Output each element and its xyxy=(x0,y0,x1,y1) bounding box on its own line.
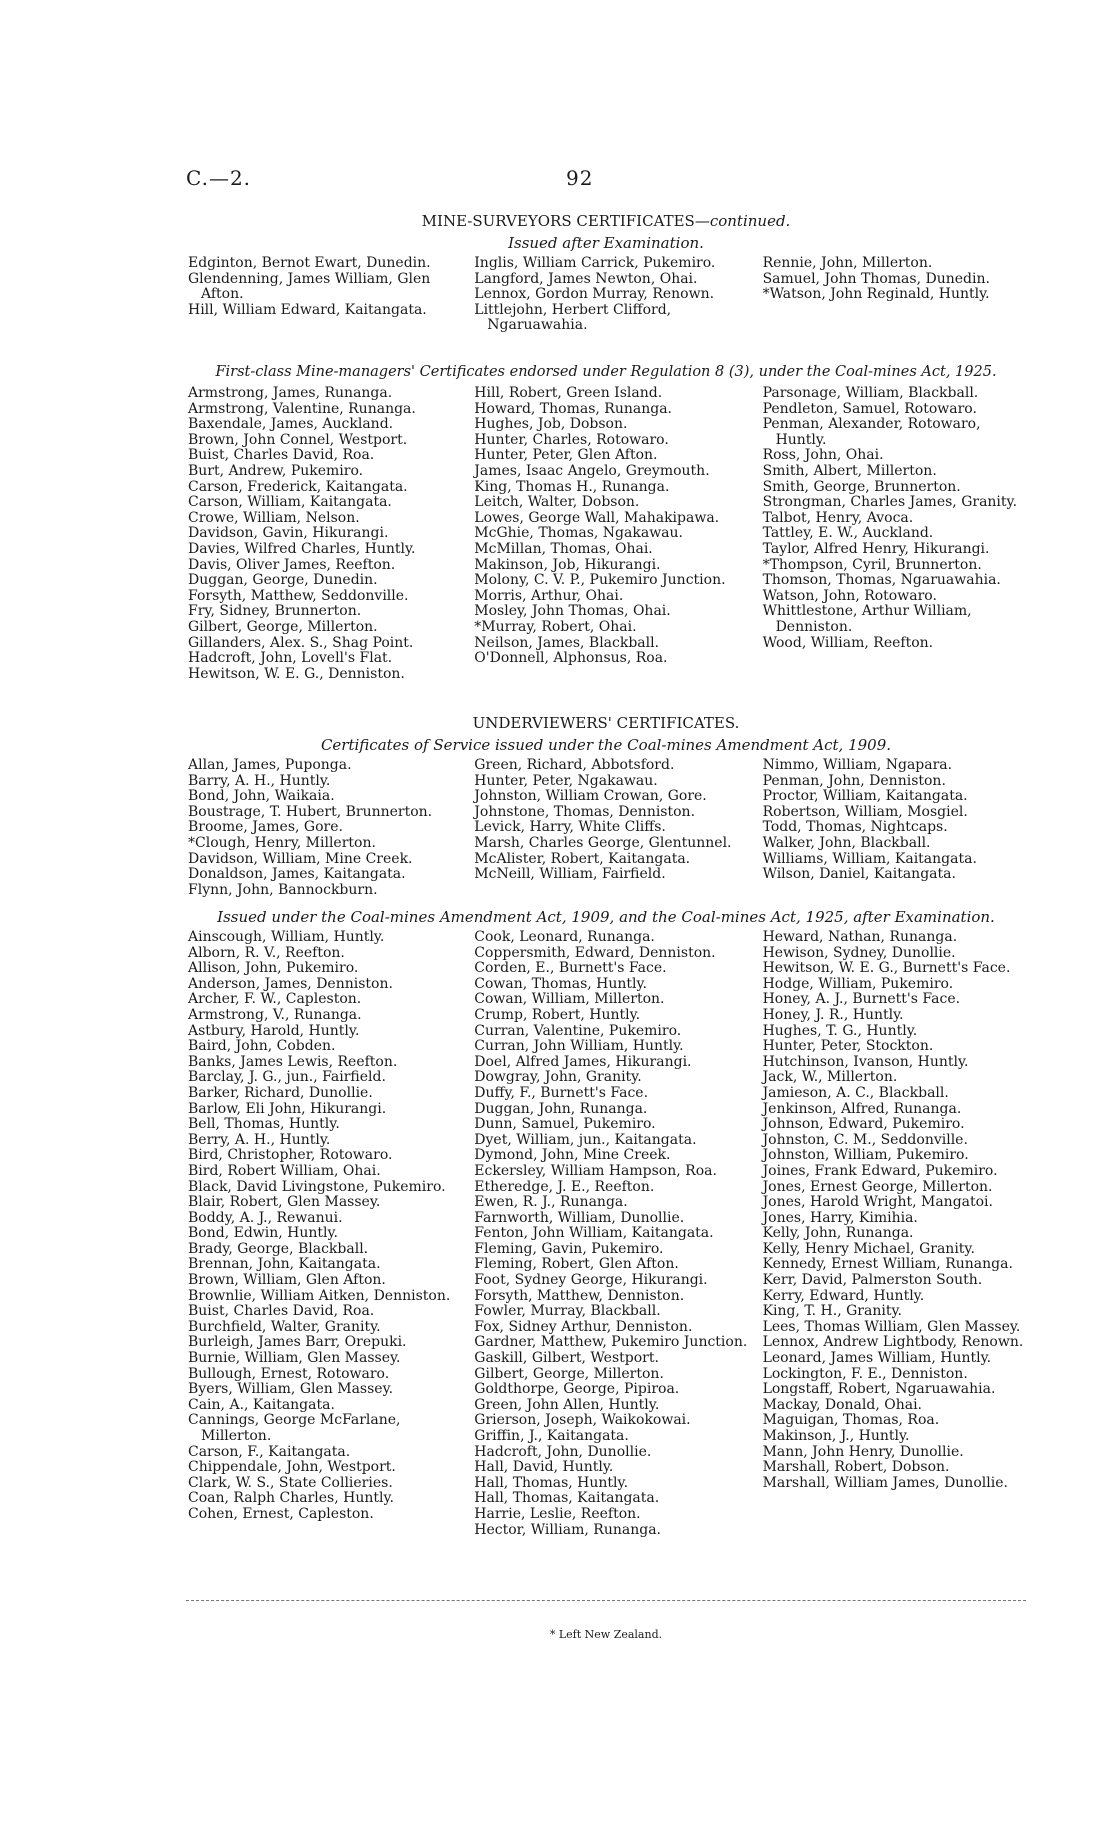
list-item: Pendleton, Samuel, Rotowaro. xyxy=(762,400,977,417)
list-item: Howard, Thomas, Runanga. xyxy=(474,400,672,417)
list-item: Boustrage, T. Hubert, Brunnerton. xyxy=(188,803,433,820)
list-item: Donaldson, James, Kaitangata. xyxy=(188,866,406,883)
list-item: Hadcroft, John, Dunollie. xyxy=(474,1443,652,1460)
list-item: Foot, Sydney George, Hikurangi. xyxy=(474,1272,708,1289)
list-item: Berry, A. H., Huntly. xyxy=(188,1131,331,1148)
list-item: Bond, John, Waikaia. xyxy=(188,788,335,805)
list-item: Duggan, John, Runanga. xyxy=(474,1100,648,1117)
list-item: Barlow, Eli John, Hikurangi. xyxy=(188,1100,387,1117)
list-item: Brown, William, Glen Afton. xyxy=(188,1272,386,1289)
list-item: Curran, Valentine, Pukemiro. xyxy=(474,1022,682,1039)
list-item: Farnworth, William, Dunollie. xyxy=(474,1209,685,1226)
list-item: Goldthorpe, George, Pipiroa. xyxy=(474,1381,680,1398)
list-item: Cannings, George McFarlane, Millerton. xyxy=(188,1412,401,1444)
list-item: McNeill, William, Fairfield. xyxy=(474,866,666,883)
list-item: Davis, Oliver James, Reefton. xyxy=(188,556,396,573)
list-item: Flynn, John, Bannockburn. xyxy=(188,881,378,898)
list-item: Hall, David, Huntly. xyxy=(474,1459,614,1476)
list-item: Edginton, Bernot Ewart, Dunedin. xyxy=(188,255,431,271)
list-item: Burt, Andrew, Pukemiro. xyxy=(188,462,364,479)
list-item: Wilson, Daniel, Kaitangata. xyxy=(762,866,956,883)
list-item: Baxendale, James, Auckland. xyxy=(188,416,394,433)
list-item: Griffin, J., Kaitangata. xyxy=(474,1428,629,1444)
list-item: Harrie, Leslie, Reefton. xyxy=(474,1505,641,1522)
sec3-col3 xyxy=(763,758,1026,898)
list-item: Dunn, Samuel, Pukemiro. xyxy=(474,1116,656,1133)
list-item: Bond, Edwin, Huntly. xyxy=(188,1225,339,1242)
list-item: Duggan, George, Dunedin. xyxy=(188,572,378,589)
list-item: Wood, William, Reefton. xyxy=(762,634,934,651)
sec3-columns xyxy=(188,758,1026,898)
list-item: Armstrong, V., Runanga. xyxy=(188,1006,362,1023)
list-item: Lees, Thomas William, Glen Massey. xyxy=(762,1318,1021,1335)
list-item: Kerr, David, Palmerston South. xyxy=(762,1272,983,1289)
list-item: Gardner, Matthew, Pukemiro Junction. xyxy=(474,1334,748,1351)
sec1-col3 xyxy=(763,256,1026,334)
sec4-col2 xyxy=(474,930,754,1538)
section-subtitle-examination: Issued under the Coal-mines Amendment Act, 1909, and the Coal-mines Act, 1925, after Examination. xyxy=(217,908,995,926)
list-item: Johnson, Edward, Pukemiro. xyxy=(762,1116,965,1133)
list-item: Carson, Frederick, Kaitangata. xyxy=(188,478,408,495)
list-item: Allison, John, Pukemiro. xyxy=(188,960,359,977)
list-item: Dowgray, John, Granity. xyxy=(474,1069,642,1086)
list-item: Johnstone, Thomas, Denniston. xyxy=(474,803,696,820)
list-item: Corden, E., Burnett's Face. xyxy=(474,960,667,977)
list-item: Bird, Robert William, Ohai. xyxy=(188,1162,381,1179)
list-item: Walker, John, Blackball. xyxy=(762,834,931,851)
section-title-main: MINE-SURVEYORS CERTIFICATES xyxy=(421,212,695,230)
list-item: King, Thomas H., Runanga. xyxy=(474,478,670,495)
list-item: Johnston, William, Pukemiro. xyxy=(762,1147,969,1164)
list-item: Hunter, Peter, Stockton. xyxy=(762,1038,934,1055)
list-item: Duffy, F., Burnett's Face. xyxy=(474,1084,649,1101)
list-item: Gillanders, Alex. S., Shag Point. xyxy=(188,634,414,651)
list-item: Smith, Albert, Millerton. xyxy=(762,462,937,479)
list-item: Hughes, Job, Dobson. xyxy=(474,416,628,433)
list-item: Grierson, Joseph, Waikokowai. xyxy=(474,1412,691,1429)
list-item: Parsonage, William, Blackball. xyxy=(762,385,979,401)
page-number: 92 xyxy=(566,166,594,190)
list-item: Fenton, John William, Kaitangata. xyxy=(474,1225,714,1242)
list-item: *Clough, Henry, Millerton. xyxy=(188,834,376,851)
list-item: Coppersmith, Edward, Denniston. xyxy=(474,944,716,961)
list-item: Broome, James, Gore. xyxy=(188,819,343,836)
sec4-col3 xyxy=(763,930,1026,1538)
list-item: Penman, John, Denniston. xyxy=(762,772,946,789)
sec4-col1 xyxy=(188,930,468,1538)
list-item: Davidson, William, Mine Creek. xyxy=(188,850,413,867)
list-item: Barclay, J. G., jun., Fairfield. xyxy=(188,1069,386,1086)
list-item: Hill, Robert, Green Island. xyxy=(474,385,663,401)
list-item: Jamieson, A. C., Blackball. xyxy=(762,1084,949,1101)
list-item: Green, John Allen, Huntly. xyxy=(474,1396,660,1413)
list-item: Banks, James Lewis, Reefton. xyxy=(188,1053,398,1070)
footnote-divider xyxy=(186,1600,1026,1601)
list-item: *Murray, Robert, Ohai. xyxy=(474,618,637,635)
list-item: Robertson, William, Mosgiel. xyxy=(762,803,968,820)
list-item: Williams, William, Kaitangata. xyxy=(762,850,977,867)
list-item: Davies, Wilfred Charles, Huntly. xyxy=(188,540,416,557)
section-title-suffix: —continued. xyxy=(694,212,791,230)
sec1-col2 xyxy=(474,256,754,334)
list-item: Hunter, Charles, Rotowaro. xyxy=(474,431,669,448)
list-item: Hughes, T. G., Huntly. xyxy=(762,1022,918,1039)
list-item: Todd, Thomas, Nightcaps. xyxy=(762,819,948,836)
list-item: Buist, Charles David, Roa. xyxy=(188,447,375,464)
list-item: Dyet, William, jun., Kaitangata. xyxy=(474,1131,697,1148)
list-item: Rennie, John, Millerton. xyxy=(762,255,933,271)
list-item: Glendenning, James William, Glen Afton. xyxy=(188,270,431,303)
list-item: Thomson, Thomas, Ngaruawahia. xyxy=(762,572,1001,589)
list-item: Anderson, James, Denniston. xyxy=(188,975,393,992)
list-item: Cowan, William, Millerton. xyxy=(474,991,665,1008)
list-item: Kennedy, Ernest William, Runanga. xyxy=(762,1256,1013,1273)
list-item: Taylor, Alfred Henry, Hikurangi. xyxy=(762,540,990,557)
list-item: *Watson, John Reginald, Huntly. xyxy=(762,286,990,303)
list-item: Hewison, Sydney, Dunollie. xyxy=(762,944,956,961)
list-item: Cook, Leonard, Runanga. xyxy=(474,929,655,945)
list-item: Alborn, R. V., Reefton. xyxy=(188,944,345,961)
list-item: Brownlie, William Aitken, Denniston. xyxy=(188,1287,451,1304)
list-item: Barker, Richard, Dunollie. xyxy=(188,1084,373,1101)
list-item: Lowes, George Wall, Mahakipawa. xyxy=(474,509,720,526)
list-item: Etheredge, J. E., Reefton. xyxy=(474,1178,655,1195)
list-item: Marsh, Charles George, Glentunnel. xyxy=(474,834,732,851)
sec2-columns xyxy=(188,386,1026,682)
list-item: Astbury, Harold, Huntly. xyxy=(188,1022,360,1039)
list-item: Cain, A., Kaitangata. xyxy=(188,1396,335,1413)
sec2-col3 xyxy=(763,386,1026,682)
sec3-col1 xyxy=(188,758,468,898)
list-item: Langford, James Newton, Ohai. xyxy=(474,270,698,287)
list-item: Forsyth, Matthew, Seddonville. xyxy=(188,587,409,604)
list-item: Jones, Harold Wright, Mangatoi. xyxy=(762,1194,993,1211)
list-item: Ross, John, Ohai. xyxy=(762,447,884,464)
list-item: Maguigan, Thomas, Roa. xyxy=(762,1412,940,1429)
list-item: Talbot, Henry, Avoca. xyxy=(762,509,914,526)
list-item: Mann, John Henry, Dunollie. xyxy=(762,1443,964,1460)
list-item: Davidson, Gavin, Hikurangi. xyxy=(188,525,389,542)
list-item: Joines, Frank Edward, Pukemiro. xyxy=(762,1162,998,1179)
list-item: McAlister, Robert, Kaitangata. xyxy=(474,850,691,867)
list-item: Hall, Thomas, Kaitangata. xyxy=(474,1490,660,1507)
list-item: Allan, James, Puponga. xyxy=(188,757,352,773)
list-item: Longstaff, Robert, Ngaruawahia. xyxy=(762,1381,996,1398)
list-item: Watson, John, Rotowaro. xyxy=(762,587,937,604)
list-item: Hewitson, W. E. G., Burnett's Face. xyxy=(762,960,1011,977)
list-item: Cowan, Thomas, Huntly. xyxy=(474,975,648,992)
list-item: Hewitson, W. E. G., Denniston. xyxy=(188,665,405,682)
list-item: Dymond, John, Mine Creek. xyxy=(474,1147,671,1164)
list-item: Barry, A. H., Huntly. xyxy=(188,772,331,789)
list-item: Gilbert, George, Millerton. xyxy=(474,1365,664,1382)
list-item: Baird, John, Cobden. xyxy=(188,1038,336,1055)
list-item: Brown, John Connel, Westport. xyxy=(188,431,408,448)
list-item: Clark, W. S., State Collieries. xyxy=(188,1474,393,1491)
list-item: Burleigh, James Barr, Orepuki. xyxy=(188,1334,407,1351)
list-item: Kerry, Edward, Huntly. xyxy=(762,1287,925,1304)
list-item: Eckersley, William Hampson, Roa. xyxy=(474,1162,717,1179)
list-item: Boddy, A. J., Rewanui. xyxy=(188,1209,343,1226)
list-item: Fleming, Gavin, Pukemiro. xyxy=(474,1240,664,1257)
sec2-col2 xyxy=(474,386,754,682)
document-code: C.—2. xyxy=(186,166,252,190)
list-item: Bell, Thomas, Huntly. xyxy=(188,1116,340,1133)
list-item: Levick, Harry, White Cliffs. xyxy=(474,819,666,836)
footnote: * Left New Zealand. xyxy=(549,1628,663,1641)
list-item: Molony, C. V. P., Pukemiro Junction. xyxy=(474,572,726,589)
list-item: Hadcroft, John, Lovell's Flat. xyxy=(188,650,393,667)
list-item: Carson, William, Kaitangata. xyxy=(188,494,392,511)
list-item: Gaskill, Gilbert, Westport. xyxy=(474,1350,659,1367)
list-item: Penman, Alexander, Rotowaro, Huntly. xyxy=(762,416,981,448)
list-item: Morris, Arthur, Ohai. xyxy=(474,587,624,604)
list-item: Kelly, Henry Michael, Granity. xyxy=(762,1240,975,1257)
list-item: Mackay, Donald, Ohai. xyxy=(762,1396,922,1413)
list-item: Chippendale, John, Westport. xyxy=(188,1459,396,1476)
list-item: Curran, John William, Huntly. xyxy=(474,1038,684,1055)
list-item: Jones, Harry, Kimihia. xyxy=(762,1209,918,1226)
list-item: Leonard, James William, Huntly. xyxy=(762,1350,992,1367)
list-item: McGhie, Thomas, Ngakawau. xyxy=(474,525,683,542)
section-title-mine-surveyors xyxy=(186,212,1026,230)
list-item: Hector, William, Runanga. xyxy=(474,1521,661,1538)
list-item: Hill, William Edward, Kaitangata. xyxy=(188,301,427,318)
list-item: Armstrong, Valentine, Runanga. xyxy=(188,400,416,417)
list-item: Jack, W., Millerton. xyxy=(762,1069,898,1086)
list-item: O'Donnell, Alphonsus, Roa. xyxy=(474,650,668,667)
list-item: Byers, William, Glen Massey. xyxy=(188,1381,394,1398)
list-item: Black, David Livingstone, Pukemiro. xyxy=(188,1178,446,1195)
list-item: Johnston, William Crowan, Gore. xyxy=(474,788,707,805)
list-item: Johnston, C. M., Seddonville. xyxy=(762,1131,968,1148)
list-item: Proctor, William, Kaitangata. xyxy=(762,788,968,805)
list-item: Doel, Alfred James, Hikurangi. xyxy=(474,1053,692,1070)
list-item: King, T. H., Granity. xyxy=(762,1303,902,1320)
list-item: Leitch, Walter, Dobson. xyxy=(474,494,640,511)
list-item: Brennan, John, Kaitangata. xyxy=(188,1256,381,1273)
list-item: Fleming, Robert, Glen Afton. xyxy=(474,1256,679,1273)
list-item: Gilbert, George, Millerton. xyxy=(188,618,378,635)
sec4-columns xyxy=(188,930,1026,1538)
list-item: Blair, Robert, Glen Massey. xyxy=(188,1194,381,1211)
list-item: McMillan, Thomas, Ohai. xyxy=(474,540,653,557)
sec1-columns xyxy=(188,256,1026,334)
sec2-col1 xyxy=(188,386,468,682)
list-item: Fowler, Murray, Blackball. xyxy=(474,1303,661,1320)
list-item: Brady, George, Blackball. xyxy=(188,1240,369,1257)
list-item: Burchfield, Walter, Granity. xyxy=(188,1318,381,1335)
list-item: Honey, A. J., Burnett's Face. xyxy=(762,991,961,1008)
list-item: Jenkinson, Alfred, Runanga. xyxy=(762,1100,962,1117)
list-item: Kelly, John, Runanga. xyxy=(762,1225,914,1242)
list-item: Bullough, Ernest, Rotowaro. xyxy=(188,1365,390,1382)
list-item: Honey, J. R., Huntly. xyxy=(762,1006,904,1023)
sec1-col1 xyxy=(188,256,468,334)
list-item: Inglis, William Carrick, Pukemiro. xyxy=(474,255,716,271)
list-item: Armstrong, James, Runanga. xyxy=(188,385,393,401)
section-subtitle-first-class: First-class Mine-managers' Certificates endorsed under Regulation 8 (3), under the Coal-mines Act, 1925. xyxy=(215,364,997,380)
list-item: Samuel, John Thomas, Dunedin. xyxy=(762,270,990,287)
list-item: Lennox, Gordon Murray, Renown. xyxy=(474,286,715,303)
list-item: Forsyth, Matthew, Denniston. xyxy=(474,1287,685,1304)
list-item: Fox, Sidney Arthur, Denniston. xyxy=(474,1318,693,1335)
list-item: Fry, Sidney, Brunnerton. xyxy=(188,603,362,620)
list-item: Makinson, Job, Hikurangi. xyxy=(474,556,661,573)
list-item: Crump, Robert, Huntly. xyxy=(474,1006,641,1023)
sec3-col2 xyxy=(474,758,754,898)
list-item: James, Isaac Angelo, Greymouth. xyxy=(474,462,710,479)
list-item: Marshall, Robert, Dobson. xyxy=(762,1459,950,1476)
list-item: Ainscough, William, Huntly. xyxy=(188,929,385,945)
list-item: Strongman, Charles James, Granity. xyxy=(762,494,1018,511)
list-item: Neilson, James, Blackball. xyxy=(474,634,660,651)
list-item: Lennox, Andrew Lightbody, Renown. xyxy=(762,1334,1024,1351)
list-item: Crowe, William, Nelson. xyxy=(188,509,360,526)
list-item: Carson, F., Kaitangata. xyxy=(188,1443,351,1460)
list-item: Hunter, Peter, Ngakawau. xyxy=(474,772,658,789)
list-item: Hodge, William, Pukemiro. xyxy=(762,975,954,992)
list-item: Coan, Ralph Charles, Huntly. xyxy=(188,1490,394,1507)
list-item: Jones, Ernest George, Millerton. xyxy=(762,1178,993,1195)
list-item: Nimmo, William, Ngapara. xyxy=(762,757,953,773)
list-item: Whittlestone, Arthur William, Denniston. xyxy=(762,603,972,635)
section-subtitle-service: Certificates of Service issued under the Coal-mines Amendment Act, 1909. xyxy=(320,736,892,754)
list-item: Hutchinson, Ivanson, Huntly. xyxy=(762,1053,969,1070)
list-item: Green, Richard, Abbotsford. xyxy=(474,757,675,773)
section-title-underviewers: UNDERVIEWERS' CERTIFICATES. xyxy=(472,714,740,732)
list-item: Tattley, E. W., Auckland. xyxy=(762,525,934,542)
list-item: Ewen, R. J., Runanga. xyxy=(474,1194,628,1211)
list-item: Mosley, John Thomas, Ohai. xyxy=(474,603,671,620)
list-item: Littlejohn, Herbert Clifford, Ngaruawahia. xyxy=(474,301,672,334)
list-item: Cohen, Ernest, Capleston. xyxy=(188,1505,374,1522)
list-item: Makinson, J., Huntly. xyxy=(762,1428,910,1444)
list-item: Heward, Nathan, Runanga. xyxy=(762,929,958,945)
list-item: Hunter, Peter, Glen Afton. xyxy=(474,447,658,464)
list-item: Archer, F. W., Capleston. xyxy=(188,991,362,1008)
list-item: Buist, Charles David, Roa. xyxy=(188,1303,375,1320)
list-item: Marshall, William James, Dunollie. xyxy=(762,1474,1008,1491)
list-item: Bird, Christopher, Rotowaro. xyxy=(188,1147,393,1164)
section-subtitle: Issued after Examination. xyxy=(508,234,704,252)
list-item: Lockington, F. E., Denniston. xyxy=(762,1365,968,1382)
list-item: Smith, George, Brunnerton. xyxy=(762,478,961,495)
list-item: Burnie, William, Glen Massey. xyxy=(188,1350,401,1367)
list-item: *Thompson, Cyril, Brunnerton. xyxy=(762,556,982,573)
list-item: Hall, Thomas, Huntly. xyxy=(474,1474,629,1491)
